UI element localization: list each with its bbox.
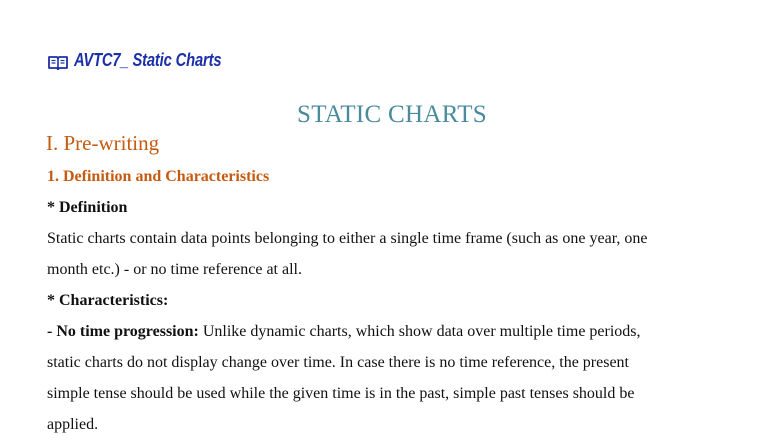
open-book-icon (48, 54, 68, 70)
definition-label: * Definition (47, 199, 128, 216)
characteristics-bullet (47, 323, 641, 341)
characteristics-line-2: static charts do not display change over time. In case there is no time reference, the present (47, 354, 629, 371)
header-title: AVTC7_ Static Charts (74, 49, 222, 70)
characteristics-line-4: applied. (47, 416, 99, 433)
section-heading: I. Pre-writing (46, 131, 160, 155)
definition-line-1: Static charts contain data points belonging to either a single time frame (such as one year, one (47, 230, 648, 247)
document-title: STATIC CHARTS (296, 101, 487, 128)
characteristics-line-3: simple tense should be used while the given time is in the past, simple past tenses should be (47, 385, 635, 402)
document-header (48, 48, 254, 72)
characteristics-label: * Characteristics: (47, 292, 169, 309)
subsection-heading: 1. Definition and Characteristics (47, 168, 270, 185)
bullet-rest-text: Unlike dynamic charts, which show data over multiple time periods, (198, 323, 641, 340)
bullet-bold-text: - No time progression: (47, 323, 199, 340)
definition-line-2: month etc.) - or no time reference at all. (47, 261, 302, 278)
